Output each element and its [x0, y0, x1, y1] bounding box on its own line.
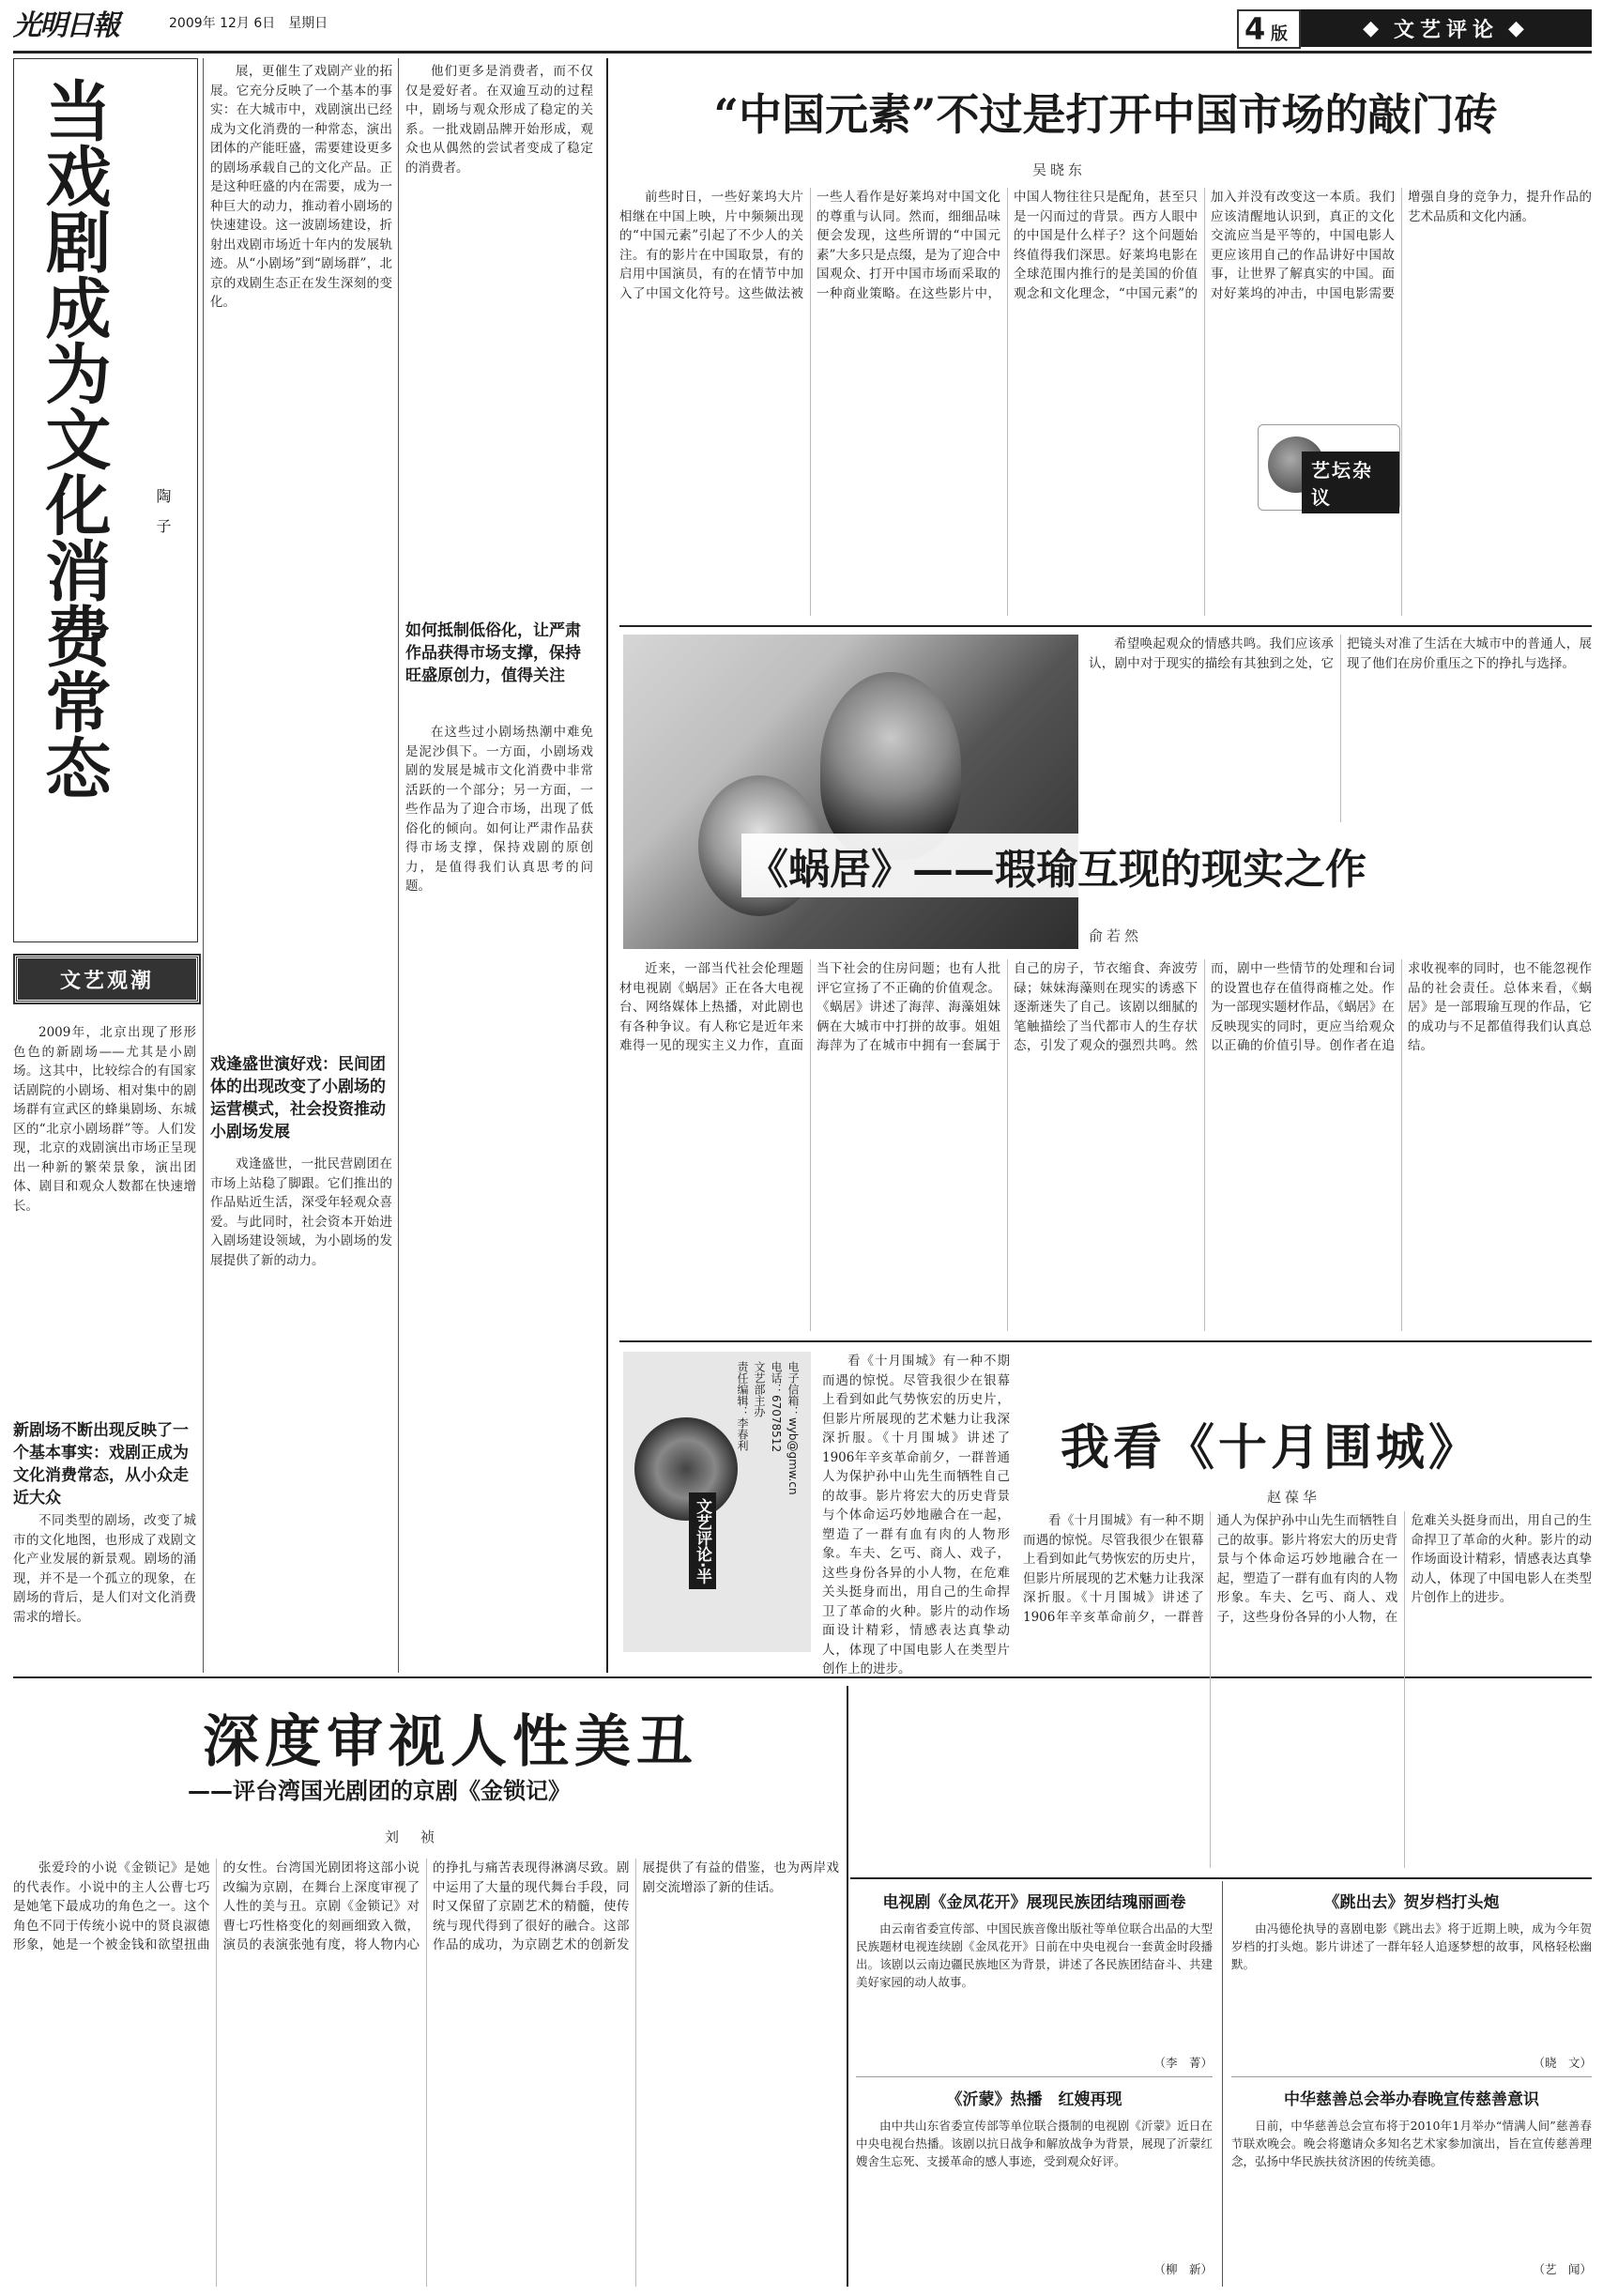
- brief-body: [856, 1920, 1213, 2051]
- brief-title: 电视剧《金凤花开》展现民族团结瑰丽画卷: [882, 1893, 1186, 1912]
- china-body: [619, 188, 1592, 616]
- drama-subhead-3: 如何抵制低俗化，让严肃作品获得市场支撑，保持旺盛原创力，值得关注: [405, 621, 581, 685]
- woju-photo: [623, 635, 1078, 949]
- shiyue-body-lower: [1023, 1511, 1592, 1868]
- brief-body-text: 由云南省委宣传部、中国民族音像出版社等单位联合出品的大型民族题材电视连续剧《金凤花开》日前在中央电视台一套黄金时段播出。该剧以云南边疆民族地区为背景，讲述了各民族团结奋斗、共建美好家园的动人故事。: [856, 1921, 1213, 1989]
- sidebar-title: 文艺评论·半: [689, 1492, 716, 1589]
- woju-body-top: [1089, 635, 1592, 822]
- sidebar-line: 责任编辑：李春利: [736, 1361, 749, 1451]
- section-rule: [619, 1340, 1592, 1342]
- sidebar-lines: [734, 1361, 802, 1643]
- woju-title: 《蜗居》——瑕瑜互现的现实之作: [741, 834, 1475, 897]
- diamond-icon: ◆: [1508, 16, 1530, 40]
- shiyue-title: 我看《十月围城》: [1061, 1419, 1482, 1477]
- woju-author: 俞若然: [1089, 927, 1143, 944]
- page-number: 4: [1244, 11, 1266, 47]
- shiyue-author: 赵葆华: [1267, 1489, 1321, 1506]
- brief-body-text: 日前，中华慈善总会宣布将于2010年1月举办“情满人间”慈善春节联欢晚会。晚会将邀请众多知名艺术家参加演出，旨在宣传慈善理念，弘扬中华民族扶贫济困的传统美德。: [1231, 2119, 1592, 2168]
- drama-col2b-text: 戏逢盛世，一批民营剧团在市场上站稳了脚跟。它们推出的作品贴近生活，深受年轻观众喜爱。与此同时，社会资本开始进入剧场建设领域，为小剧场的发展提供了新的动力。: [210, 1156, 392, 1268]
- woju-body-text: 近来，一部当代社会伦理题材电视剧《蜗居》正在各大电视台、网络媒体上热播，对此剧也有各种争议。有人称它是近年来难得一见的现实主义力作，直面当下社会的住房问题；也有人批评它宣扬了不正确的价值观念。《蜗居》讲述了海萍、海藻姐妹俩在大城市中打拼的故事。姐姐海萍为了在城市中拥有一套属于自己的房子，节衣缩食、奔波劳碌；妹妹海藻则在现实的诱惑下逐渐迷失了自己。该剧以细腻的笔触描绘了当代都市人的生存状态，引发了观众的强烈共鸣。然而，剧中一些情节的处理和台词的设置也存在值得商榷之处。作为一部现实题材作品，《蜗居》在反映现实的同时，更应当给观众以正确的价值引导。创作者在追求收视率的同时，也不能忽视作品的社会责任。总体来看，《蜗居》是一部瑕瑜互现的作品，它的成功与不足都值得我们认真总结。: [619, 961, 1592, 1053]
- brief-title: 《沂蒙》热播 红嫂再现: [946, 2090, 1122, 2109]
- drama-title: 当戏剧成为文化消费常态: [35, 77, 112, 800]
- section-title: 文艺评论: [1393, 18, 1499, 42]
- drama-author: 陶 子: [154, 488, 172, 533]
- woju-body-top-text: 希望唤起观众的情感共鸣。我们应该承认，剧中对于现实的描绘有其独到之处，它把镜头对准了生活在大城市中的普通人，展现了他们在房价重压之下的挣扎与选择。: [1089, 636, 1592, 671]
- brief-title: 《跳出去》贺岁档打头炮: [1323, 1893, 1500, 1912]
- drama-col1b-text: 不同类型的剧场，改变了城市的文化地图，也形成了戏剧文化产业发展的新景观。剧场的涌现，并不是一个孤立的现象，在剧场的背后，是人们对文化消费需求的增长。: [13, 1513, 196, 1625]
- brief-body-text: 由中共山东省委宣传部等单位联合摄制的电视剧《沂蒙》近日在中央电视台热播。该剧以抗日战争和解放战争为背景，展现了沂蒙红嫂舍生忘死、支援革命的感人事迹，受到观众好评。: [856, 2119, 1213, 2168]
- drama-col3-text: 他们更多是消费者，而不仅仅是爱好者。在双逾互动的过程中，剧场与观众形成了稳定的关系。一批戏剧品牌开始形成，观众也从偶然的尝试者变成了稳定的消费者。: [405, 64, 593, 176]
- divider: [606, 58, 608, 1673]
- brief-body: [1231, 2117, 1592, 2258]
- sidebar-line: 电话：67078512: [770, 1361, 783, 1453]
- drama-col1: [13, 1023, 196, 1416]
- masthead: 光明日報: [13, 9, 118, 42]
- drama-col2-text: 展，更催生了戏剧产业的拓展。它充分反映了一个基本的事实：在大城市中，戏剧演出已经成为文化消费的一种常态，演出团体的产能旺盛，需要建设更多的剧场承载自己的文化产品。正是这种旺盛的内在需要，成为一种巨大的动力，推动着小剧场的快速建设。这一波剧场建设，折射出戏剧市场近十年内的发展轨迹。从“小剧场”到“剧场群”，北京的戏剧生态正在发生深刻的变化。: [210, 64, 392, 310]
- man-figure: [820, 672, 961, 860]
- divider: [1222, 1881, 1223, 2287]
- divider: [203, 58, 204, 1673]
- divider: [847, 1686, 848, 2287]
- seal-icon: [634, 1417, 738, 1521]
- sidebar-line: 文艺部主办: [753, 1361, 766, 1417]
- header-rule: [13, 51, 1592, 54]
- page-number-box: [1237, 9, 1301, 49]
- shiyue-body-lower-text: 看《十月围城》有一种不期而遇的惊悦。尽管我很少在银幕上看到如此气势恢宏的历史片，但影片所展现的艺术魅力让我深深折服。《十月围城》讲述了1906年辛亥革命前夕，一群普通人为保护孙中山先生而牺牲自己的故事。影片将宏大的历史背景与个体命运巧妙地融合在一起，塑造了一群有血有肉的人物形象。车夫、乞丐、商人、戏子，这些身份各异的小人物，在危难关头挺身而出，用自己的生命捍卫了革命的火种。影片的动作场面设计精彩，情感表达真挚动人，体现了中国电影人在类型片创作上的进步。: [1023, 1513, 1592, 1625]
- section-rule: [619, 625, 1592, 627]
- china-author: 吴晓东: [1032, 161, 1087, 178]
- column-tag-label: 文艺观潮: [59, 969, 154, 993]
- china-body-text: 前些时日，一些好莱坞大片相继在中国上映，片中频频出现的“中国元素”引起了不少人的关注。有的影片在中国取景，有的启用中国演员，有的在情节中加入了中国文化符号。这些做法被一些人看作是好莱坞对中国文化的尊重与认同。然而，细细品味便会发现，这些所谓的“中国元素”大多只是点缀，是为了迎合中国观众、打开中国市场而采取的一种商业策略。在这些影片中，中国人物往往只是配角，甚至只是一闪而过的背景。西方人眼中的中国是什么样子？这个问题始终值得我们深思。好莱坞电影在全球范围内推行的是美国的价值观念和文化理念，“中国元素”的加入并没有改变这一本质。我们应该清醒地认识到，真正的文化交流应当是平等的，中国电影人更应该用自己的作品讲好中国故事，让世界了解真实的中国。面对好莱坞的冲击，中国电影需要增强自身的竞争力，提升作品的艺术品质和文化内涵。: [619, 190, 1592, 301]
- diamond-icon: ◆: [1363, 16, 1384, 40]
- woju-body: [619, 959, 1592, 1331]
- brief-source: （艺 闻）: [1533, 2262, 1592, 2276]
- drama-subhead-2: 戏逢盛世演好戏：民间团体的出现改变了小剧场的运营模式，社会投资推动小剧场发展: [210, 1055, 386, 1141]
- page-label: 版: [1271, 24, 1288, 44]
- sidebar-info: [623, 1352, 811, 1652]
- yitan-zayi-badge: [1258, 424, 1400, 511]
- yitan-zayi-tag: 艺坛杂议: [1302, 452, 1399, 513]
- shiyue-body-left: [822, 1352, 1010, 1676]
- drama-col3b: [405, 723, 593, 1671]
- divider: [398, 58, 399, 1673]
- jinsuo-subtitle: ——评台湾国光剧团的京剧《金锁记》: [188, 1778, 571, 1804]
- china-title: “中国元素”不过是打开中国市场的敲门砖: [713, 89, 1498, 140]
- brief-source: （李 菁）: [1153, 2056, 1213, 2070]
- drama-col1-text: 2009年，北京出现了形形色色的新剧场——尤其是小剧场。这其中，比较综合的有国家话剧院的小剧场、相对集中的剧场群有宣武区的蜂巢剧场、东城区的“北京小剧场群”等。人们发现，北京的戏剧演出市场正呈现出一种新的繁荣景象，演出团体、剧目和观众人数都在快速增长。: [13, 1025, 196, 1214]
- jinsuo-author: 刘 祯: [385, 1829, 439, 1845]
- column-tag-wenyi-guanchao: [15, 956, 199, 1003]
- brief-body-text: 由冯德伦执导的喜剧电影《跳出去》将于近期上映，成为今年贺岁档的打头炮。影片讲述了一群年轻人追逐梦想的故事，风格轻松幽默。: [1231, 1921, 1592, 1971]
- section-rule: [850, 1877, 1592, 1879]
- brief-item: [856, 1889, 1213, 2077]
- drama-col1b: [13, 1511, 196, 1671]
- drama-col3b-text: 在这些过小剧场热潮中难免是泥沙俱下。一方面，小剧场戏剧的发展是城市文化消费中非常活跃的一个部分；另一方面，一些作品为了迎合市场，出现了低俗化的倾向。如何让严肃作品获得市场支撑，保持戏剧的原创力，是值得我们认真思考的问题。: [405, 725, 593, 894]
- jinsuo-title: 深度审视人性美丑: [203, 1709, 698, 1775]
- section-banner: [1301, 9, 1592, 47]
- drama-col2b: [210, 1155, 392, 1671]
- jinsuo-body: [13, 1859, 839, 2287]
- brief-item: [856, 2086, 1213, 2283]
- brief-item: [1231, 2086, 1592, 2283]
- brief-body: [856, 2117, 1213, 2258]
- brief-source: （晓 文）: [1533, 2056, 1592, 2070]
- issue-date: 2009年 12月 6日 星期日: [169, 16, 328, 31]
- brief-body: [1231, 1920, 1592, 2051]
- drama-col3: [405, 62, 593, 616]
- brief-source: （柳 新）: [1153, 2262, 1213, 2276]
- brief-title: 中华慈善总会举办春晚宣传慈善意识: [1284, 2090, 1539, 2109]
- drama-subhead-1: 新剧场不断出现反映了一个基本事实：戏剧正成为文化消费常态，从小众走近大众: [13, 1421, 189, 1508]
- brief-item: [1231, 1889, 1592, 2077]
- drama-col2: [210, 62, 392, 1046]
- shiyue-body-left-text: 看《十月围城》有一种不期而遇的惊悦。尽管我很少在银幕上看到如此气势恢宏的历史片，但影片所展现的艺术魅力让我深深折服。《十月围城》讲述了1906年辛亥革命前夕，一群普通人为保护孙中山先生而牺牲自己的故事。影片将宏大的历史背景与个体命运巧妙地融合在一起，塑造了一群有血有肉的人物形象。车夫、乞丐、商人、戏子，这些身份各异的小人物，在危难关头挺身而出，用自己的生命捍卫了革命的火种。影片的动作场面设计精彩，情感表达真挚动人，体现了中国电影人在类型片创作上的进步。: [822, 1354, 1010, 1676]
- sidebar-line: 电子信箱：wyb@gmw.cn: [786, 1361, 800, 1495]
- jinsuo-body-text: 张爱玲的小说《金锁记》是她的代表作。小说中的主人公曹七巧是她笔下最成功的角色之一。这个角色不同于传统小说中的贤良淑德形象，她是一个被金钱和欲望扭曲的女性。台湾国光剧团将这部小说改编为京剧，在舞台上深度审视了人性的美与丑。京剧《金锁记》对曹七巧性格变化的刻画细致入微，演员的表演张弛有度，将人物内心的挣扎与痛苦表现得淋漓尽致。剧中运用了大量的现代舞台手段，同时又保留了京剧艺术的精髓，使传统与现代得到了很好的融合。这部作品的成功，为京剧艺术的创新发展提供了有益的借鉴，也为两岸戏剧交流增添了新的佳话。: [13, 1860, 839, 1952]
